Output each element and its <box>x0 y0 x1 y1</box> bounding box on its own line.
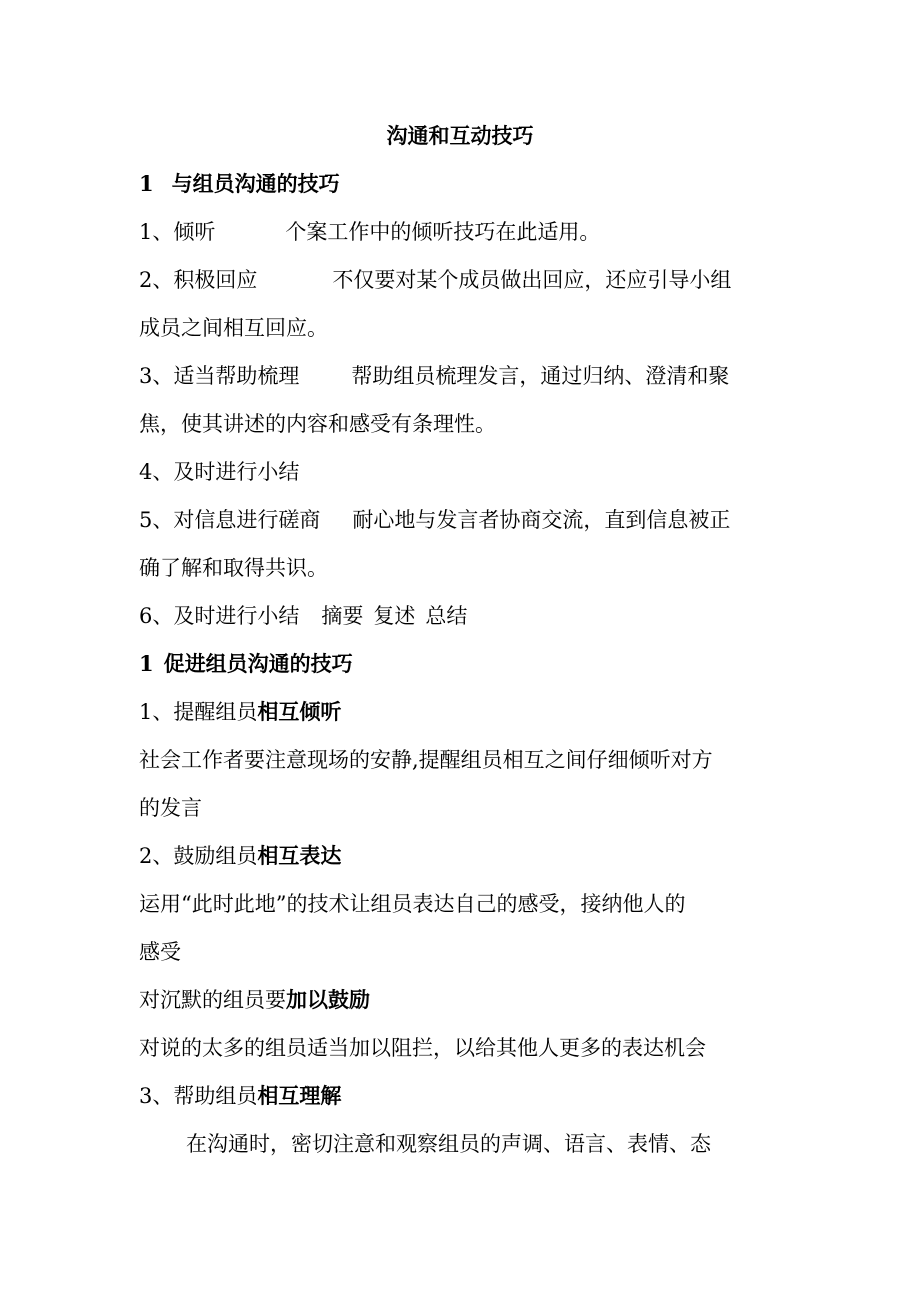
item-label: 4、及时进行小结 <box>139 460 300 484</box>
item-label: 3、适当帮助梳理 <box>139 364 300 388</box>
item-label: 1、倾听 <box>139 220 216 244</box>
silent-bold: 加以鼓励 <box>286 987 370 1012</box>
section1-item-6 <box>139 600 789 632</box>
body-line: 社会工作者要注意现场的安静,提醒组员相互之间仔细倾听对方 <box>139 748 713 772</box>
section1-item-5-cont <box>139 552 789 584</box>
body-line: 运用“此时此地”的技术让组员表达自己的感受，接纳他人的 <box>139 892 686 916</box>
document-title: 沟通和互动技巧 <box>386 123 534 148</box>
item-label: 2、积极回应 <box>139 268 258 292</box>
section2-item-2 <box>139 840 789 872</box>
item-desc-cont: 确了解和取得共识。 <box>139 556 328 580</box>
section2-item-2-body <box>139 888 789 920</box>
section2-number: 1 <box>139 651 154 676</box>
item-label: 2、鼓励组员 <box>139 844 258 868</box>
section2-item-2-body-cont <box>139 936 789 968</box>
item-desc: 不仅要对某个成员做出回应，还应引导小组 <box>332 268 732 292</box>
section1-item-4 <box>139 456 789 488</box>
item-label: 5、对信息进行磋商 <box>139 508 321 532</box>
item-label-bold: 相互倾听 <box>257 699 342 724</box>
term-summary: 摘要 <box>321 604 364 628</box>
section1-item-5 <box>139 504 789 536</box>
item-label: 6、及时进行小结 <box>139 604 300 628</box>
section1-item-2-cont <box>139 312 789 344</box>
item-desc-cont: 焦，使其讲述的内容和感受有条理性。 <box>139 412 496 436</box>
body-line: 感受 <box>139 940 181 964</box>
talkative-line: 对说的太多的组员适当加以阻拦，以给其他人更多的表达机会 <box>139 1036 706 1060</box>
item-label-bold: 相互表达 <box>257 843 342 868</box>
item-label: 3、帮助组员 <box>139 1084 258 1108</box>
body-line: 在沟通时，密切注意和观察组员的声调、语言、表情、态 <box>186 1132 711 1156</box>
section2-item-2-silent <box>139 984 789 1016</box>
section1-number: 1 <box>139 171 154 196</box>
term-restate: 复述 <box>373 604 416 628</box>
section2-item-1 <box>139 696 789 728</box>
section2-item-3-body <box>186 1128 836 1160</box>
item-desc-cont: 成员之间相互回应。 <box>139 316 328 340</box>
term-conclude: 总结 <box>425 604 468 628</box>
section1-item-3-cont <box>139 408 789 440</box>
section1-item-2 <box>139 264 789 296</box>
section1-item-1 <box>139 216 789 248</box>
section2-item-1-body-cont <box>139 792 789 824</box>
silent-prefix: 对沉默的组员要 <box>139 988 286 1012</box>
section1-heading-text: 与组员沟通的技巧 <box>171 171 340 196</box>
section2-heading <box>139 648 789 680</box>
section2-item-3 <box>139 1080 789 1112</box>
section2-item-2-talkative <box>139 1032 789 1064</box>
item-desc: 耐心地与发言者协商交流，直到信息被正 <box>352 508 731 532</box>
item-desc: 个案工作中的倾听技巧在此适用。 <box>285 220 601 244</box>
item-label-bold: 相互理解 <box>257 1083 342 1108</box>
section1-item-3 <box>139 360 789 392</box>
section1-heading <box>139 168 789 200</box>
section2-item-1-body <box>139 744 789 776</box>
body-line: 的发言 <box>139 796 202 820</box>
item-desc: 帮助组员梳理发言，通过归纳、澄清和聚 <box>351 364 730 388</box>
item-label: 1、提醒组员 <box>139 700 258 724</box>
section2-heading-text: 促进组员沟通的技巧 <box>163 651 353 676</box>
